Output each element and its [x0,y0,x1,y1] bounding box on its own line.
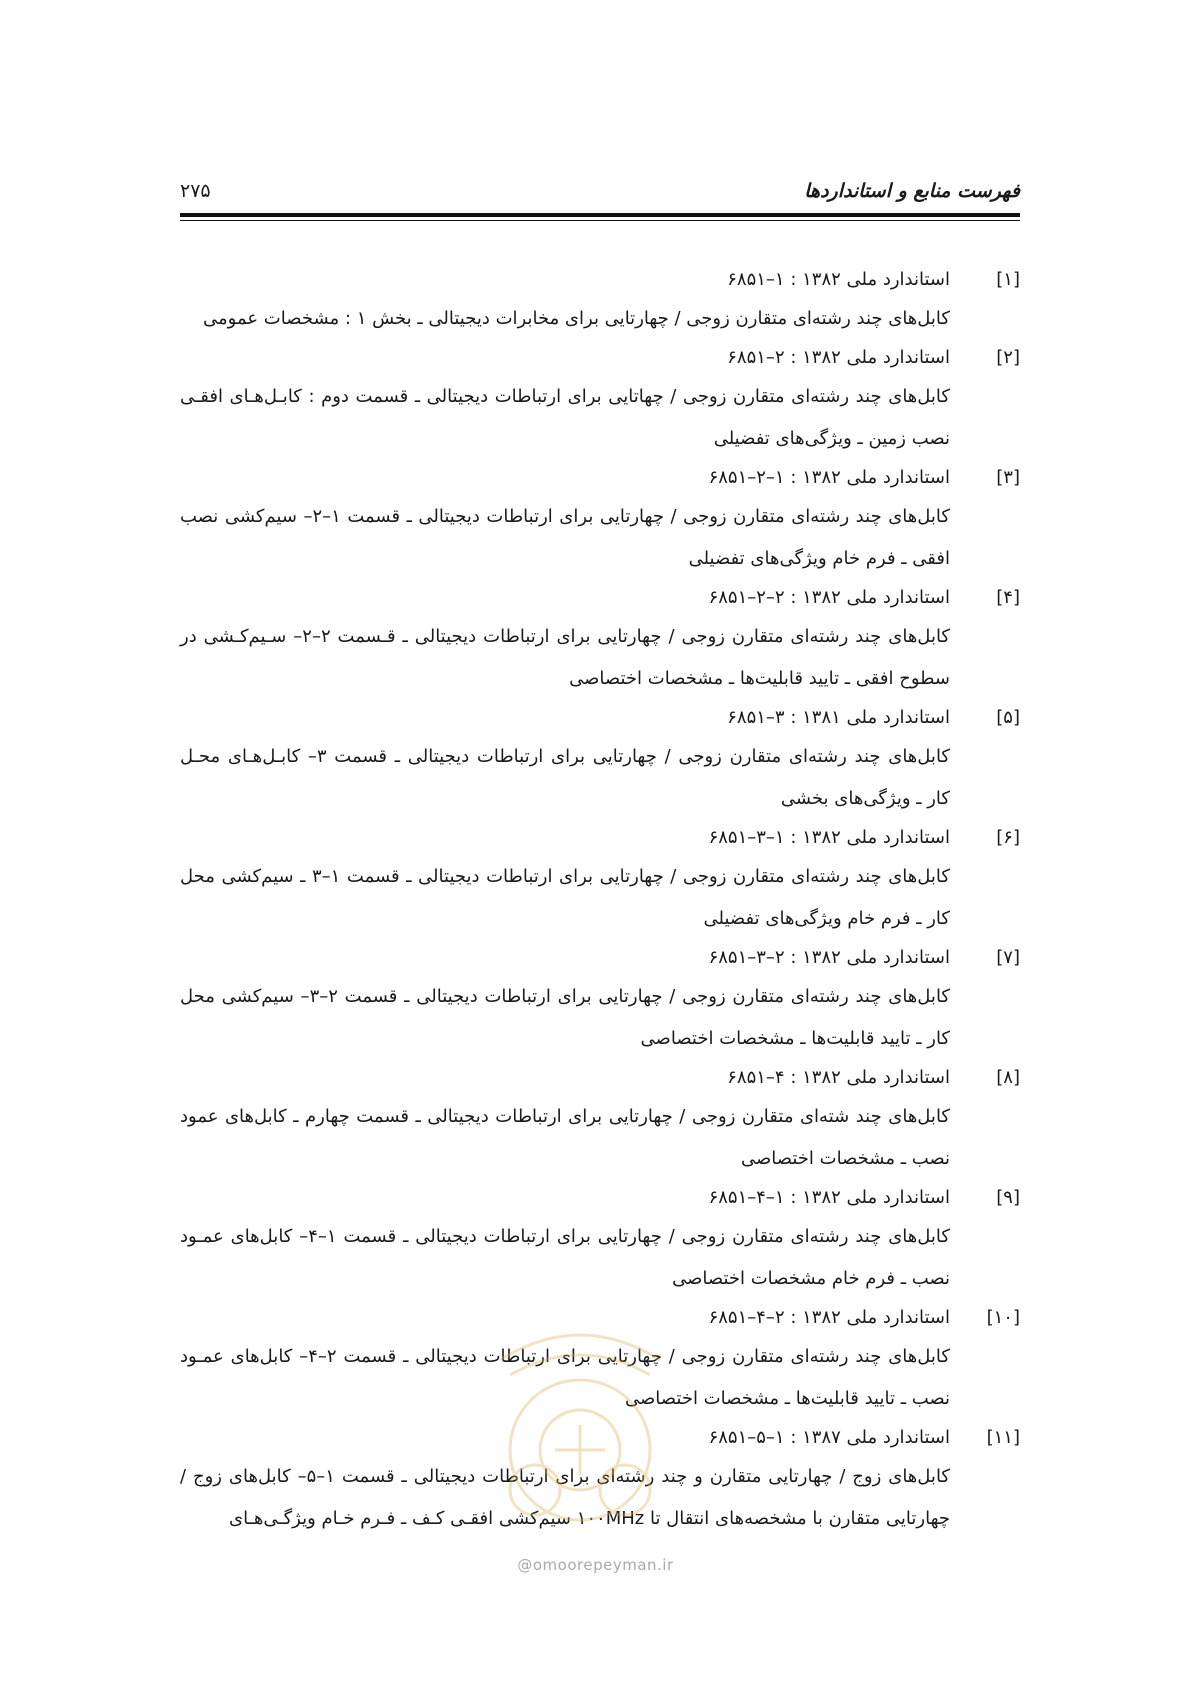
reference-entry [180,1180,1020,1300]
reference-standard-id: استاندارد ملی ۱۳۸۲ : ۲–۶۸۵۱ [727,347,950,368]
reference-head [180,1420,1020,1456]
reference-entry [180,262,1020,340]
reference-entry [180,460,1020,580]
reference-standard-id: استاندارد ملی ۱۳۸۲ : ۱–۲–۶۸۵۱ [708,467,950,488]
reference-head [180,1300,1020,1336]
header-rule-thin [180,220,1020,221]
reference-standard-id: استاندارد ملی ۱۳۸۲ : ۱–۳–۶۸۵۱ [708,827,950,848]
reference-head [180,820,1020,856]
reference-standard-id: استاندارد ملی ۱۳۸۱ : ۳–۶۸۵۱ [727,707,950,728]
reference-description: کابل‌های چند شته‌ای متقارن زوجی / چهارتایی برای ارتباطات دیجیتالی ـ قسمت چهارم ـ کابل‌های عمود نصب ـ مشخصات اختصاصی [180,1106,950,1169]
reference-entry [180,1060,1020,1180]
watermark-text: @omoorepeyman.ir [517,1556,674,1574]
reference-head [180,700,1020,736]
reference-head [180,1180,1020,1216]
reference-entry [180,1300,1020,1420]
reference-entry [180,580,1020,700]
reference-standard-id: استاندارد ملی ۱۳۸۷ : ۱–۵–۶۸۵۱ [708,1427,950,1448]
reference-description: کابل‌های چند رشته‌ای متقارن زوجی / چهارتایی برای ارتباطات دیجیتالی ـ قسمت ۲–۴– کابل‌های عمـود نصب ـ تایید قابلیت‌ها ـ مشخصات اختصاصی [180,1346,950,1409]
reference-description: کابل‌های چند رشته‌ای متقارن زوجی / چهارتایی برای ارتباطات دیجیتالی ـ قسمت ۲–۳– سیم‌کشی محل کار ـ تایید قابلیت‌ها ـ مشخصات اختصاصی [180,986,950,1049]
reference-number: [۸] [996,1067,1020,1088]
reference-number: [۹] [996,1187,1020,1208]
reference-number: [۱۰] [986,1307,1020,1328]
reference-head [180,340,1020,376]
reference-entry [180,940,1020,1060]
page-number: ۲۷۵ [180,180,211,202]
reference-entry [180,820,1020,940]
reference-standard-id: استاندارد ملی ۱۳۸۲ : ۲–۳–۶۸۵۱ [708,947,950,968]
reference-standard-id: استاندارد ملی ۱۳۸۲ : ۲–۲–۶۸۵۱ [708,587,950,608]
reference-standard-id: استاندارد ملی ۱۳۸۲ : ۱–۴–۶۸۵۱ [708,1187,950,1208]
reference-standard-id: استاندارد ملی ۱۳۸۲ : ۲–۴–۶۸۵۱ [708,1307,950,1328]
reference-head [180,940,1020,976]
reference-description: کابل‌های چند رشته‌ای متقارن زوجی / چهارتایی برای ارتباطات دیجیتالی ـ قسمت ۱–۳ ـ سیم‌کشی محل کار ـ فرم خام ویژگی‌های تفضیلی [180,866,950,929]
reference-list [180,262,1020,1540]
reference-number: [۱۱] [986,1427,1020,1448]
reference-head [180,460,1020,496]
reference-head [180,262,1020,298]
page-header [180,172,1020,212]
reference-number: [۲] [996,347,1020,368]
reference-entry [180,1420,1020,1540]
reference-standard-id: استاندارد ملی ۱۳۸۲ : ۱–۶۸۵۱ [727,269,950,290]
reference-head [180,580,1020,616]
reference-description: کابل‌های چند رشته‌ای متقارن زوجی / چهارتایی برای ارتباطات دیجیتالی ـ قـسمت ۲–۲– سـیم‌کـشی در سطوح افقی ـ تایید قابلیت‌ها ـ مشخصات اختصاصی [180,626,951,689]
reference-head [180,1060,1020,1096]
header-rule-thick [180,213,1020,217]
reference-number: [۷] [996,947,1020,968]
reference-number: [۳] [996,467,1020,488]
reference-entry [180,700,1020,820]
reference-number: [۵] [996,707,1020,728]
reference-number: [۴] [996,587,1020,608]
reference-entry [180,340,1020,460]
reference-standard-id: استاندارد ملی ۱۳۸۲ : ۴–۶۸۵۱ [727,1067,950,1088]
reference-description: کابل‌های چند رشته‌ای متقارن زوجی / چهارتایی برای مخابرات دیجیتالی ـ بخش ۱ : مشخصات عمومی [203,308,950,329]
reference-number: [۶] [996,827,1020,848]
reference-number: [۱] [996,269,1020,290]
reference-description: کابل‌های زوج / چهارتایی متقارن و چند رشته‌ای برای ارتباطات دیجیتالی ـ قسمت ۱–۵– کابل‌های زوج / چهارتایی متقارن با مشخصه‌های انتقال تا ۱۰۰MHz سیم‌کشی افقـی کـف ـ فـرم خـام ویژگـی‌هـای [180,1466,950,1529]
reference-description: کابل‌های چند رشته‌ای متقارن زوجی / چهارتایی برای ارتباطات دیجیتالی ـ قسمت ۳– کابـل‌هـای محـل کار ـ ویژگی‌های بخشی [180,746,950,809]
reference-description: کابل‌های چند رشته‌ای متقارن زوجی / چهارتایی برای ارتباطات دیجیتالی ـ قسمت ۱–۲– سیم‌کشی نصب افقی ـ فرم خام ویژگی‌های تفضیلی [180,506,950,569]
running-title: فهرست منابع و استانداردها [804,180,1020,202]
reference-description: کابل‌های چند رشته‌ای متقارن زوجی / چهاتایی برای ارتباطات دیجیتالی ـ قسمت دوم : کابـل‌هـای افقـی نصب زمین ـ ویژگی‌های تفضیلی [180,386,950,449]
reference-description: کابل‌های چند رشته‌ای متقارن زوجی / چهارتایی برای ارتباطات دیجیتالی ـ قسمت ۱–۴– کابل‌های عمـود نصب ـ فرم خام مشخصات اختصاصی [180,1226,950,1289]
